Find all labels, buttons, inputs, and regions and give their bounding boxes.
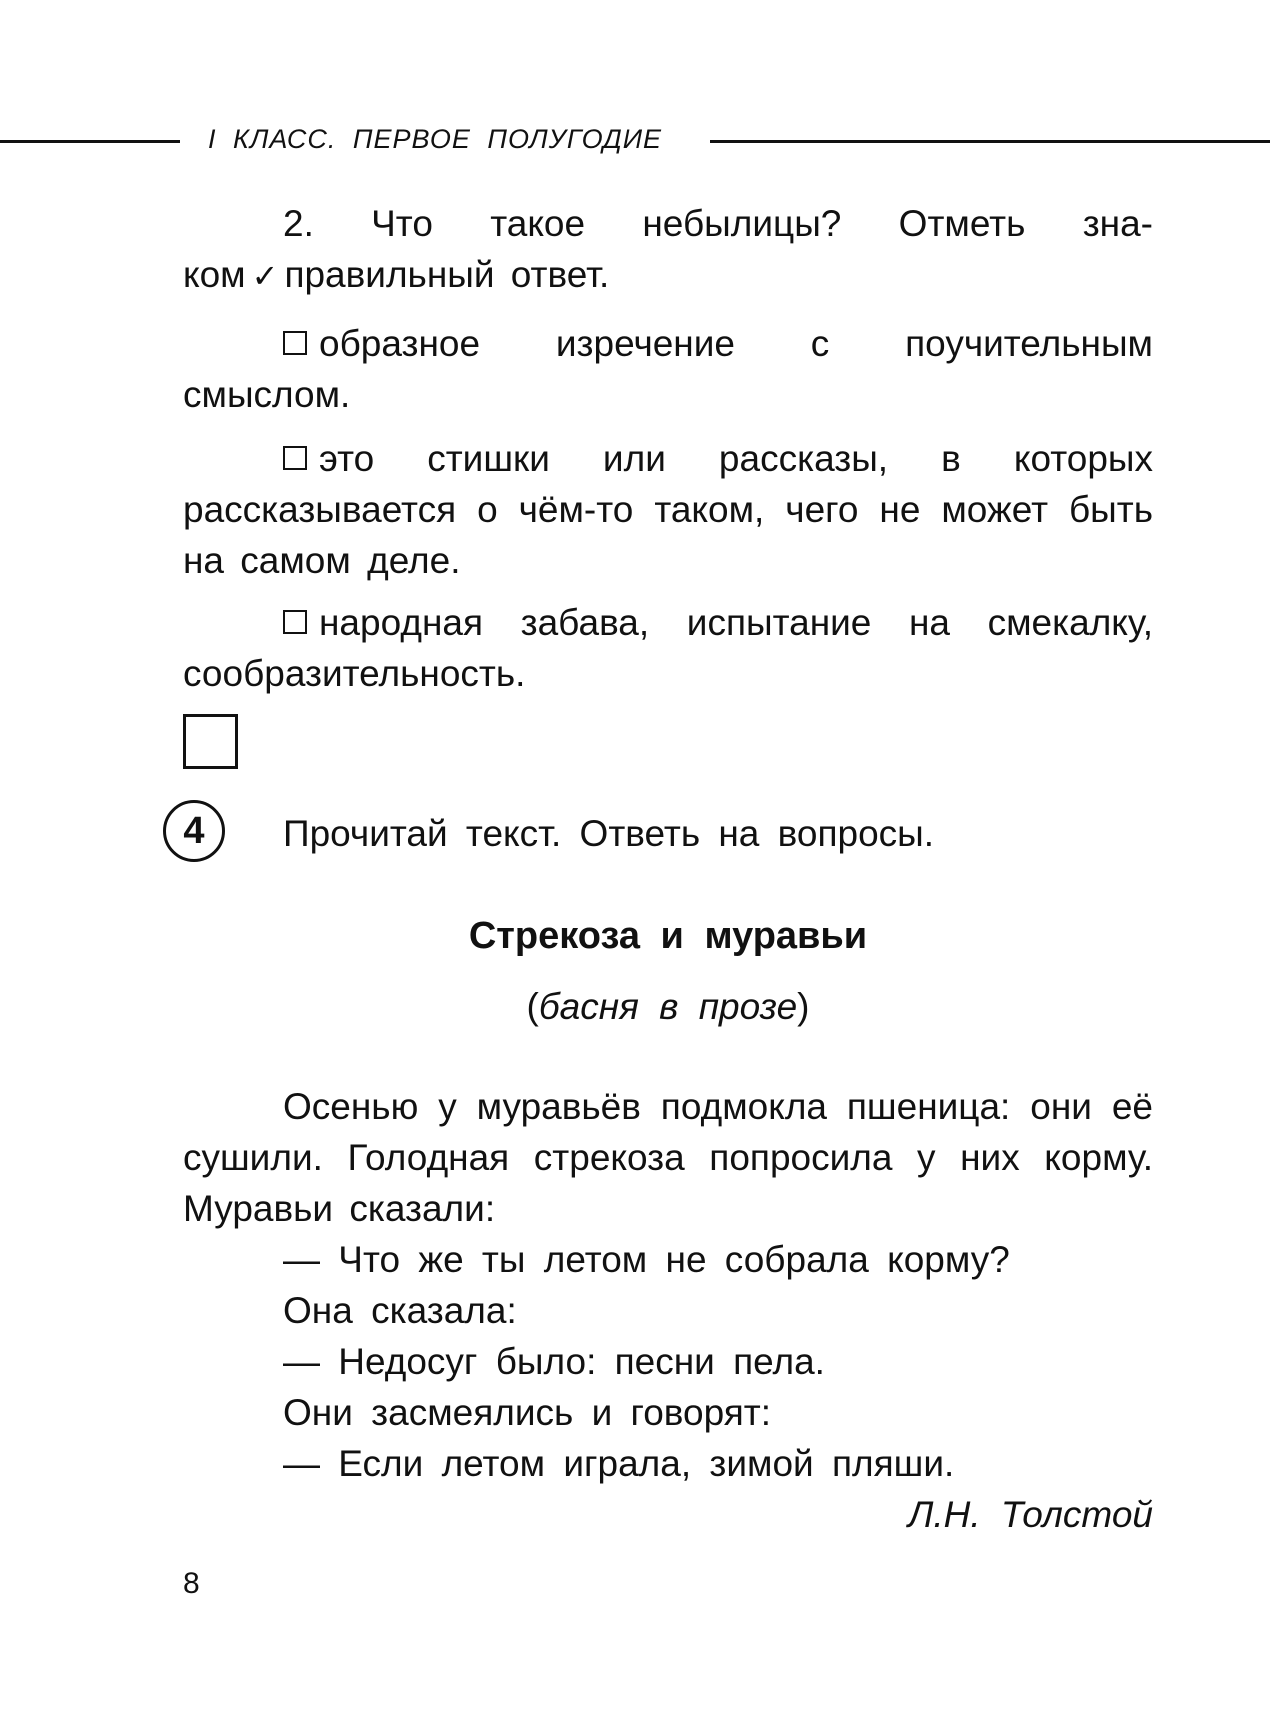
story-subtitle	[183, 986, 1153, 1028]
story-paragraph	[183, 1081, 1153, 1234]
story-author: Л.Н. Толстой	[908, 1494, 1153, 1535]
story-line-1: — Что же ты летом не собрала корму?	[283, 1239, 1010, 1280]
option-2-text: это стишки или рассказы, в которых рассказывается о чём-то таком, чего не может быть на самом деле.	[183, 438, 1153, 581]
question-2-prompt	[183, 198, 1153, 302]
option-1-text: образное изречение с поучительным смыслом.	[183, 323, 1153, 415]
answer-option-3	[183, 597, 1153, 699]
question-2-text-before: 2. Что такое небылицы? Отметь зна-ком	[183, 203, 1153, 295]
option-3-checkbox[interactable]	[283, 610, 307, 634]
subtitle-paren-close: )	[797, 986, 810, 1027]
story-line-2: Она сказала:	[283, 1290, 517, 1331]
header-rule-right	[710, 140, 1270, 143]
story-line-5: — Если летом играла, зимой пляши.	[283, 1443, 955, 1484]
answer-option-1	[183, 318, 1153, 420]
story-line-3: — Недосуг было: песни пела.	[283, 1341, 825, 1382]
task-4-number-circle: 4	[163, 800, 225, 862]
page-number: 8	[183, 1567, 200, 1600]
subtitle-paren-open: (	[526, 986, 539, 1027]
option-3-text: народная забава, испытание на смекалку, сообразительность.	[183, 602, 1153, 694]
option-2-checkbox[interactable]	[283, 446, 307, 470]
running-header-title: I КЛАСС. ПЕРВОЕ ПОЛУГОДИЕ	[208, 124, 663, 154]
checkmark-icon: ✓	[251, 257, 279, 295]
task-4-instruction: Прочитай текст. Ответь на вопросы.	[283, 813, 935, 854]
answer-option-2	[183, 433, 1153, 586]
story-line-4: Они засмеялись и говорят:	[283, 1392, 772, 1433]
story-paragraph-text: Осенью у муравьёв подмокла пшеница: они её сушили. Голодная стрекоза попросила у них корму. Муравьи сказали:	[183, 1086, 1153, 1229]
subtitle-genre: басня в прозе	[538, 986, 798, 1027]
header-rule-left	[0, 140, 180, 143]
question-2-text-after: правильный ответ.	[284, 254, 610, 295]
score-box[interactable]	[183, 714, 238, 769]
option-1-checkbox[interactable]	[283, 331, 307, 355]
story-title: Стрекоза и муравьи	[468, 915, 868, 957]
